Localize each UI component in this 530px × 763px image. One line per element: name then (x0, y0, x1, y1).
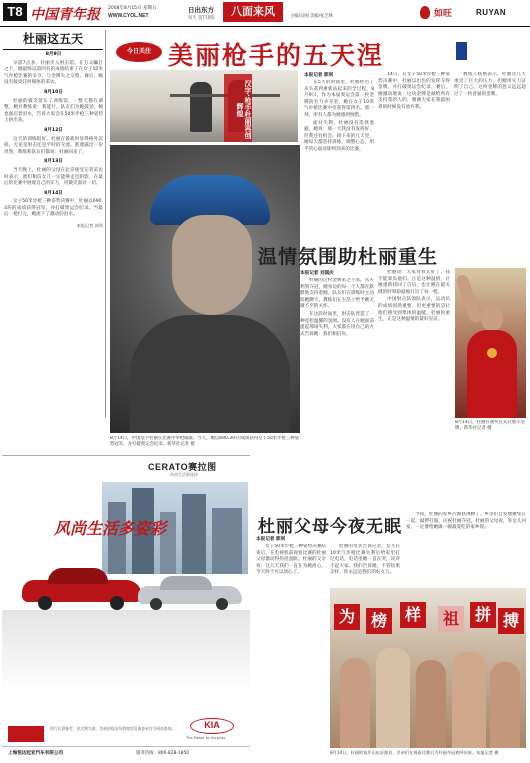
face-shape (172, 215, 252, 315)
sidebar-body (4, 50, 103, 410)
article3-para: 杜丽的母亲告诉记者，女儿在10米气步枪比赛失利后给家里打过电话，电话里她一直在哭，说对不起大家。我们告诉她，不管结果怎样，你永远是我们的好女儿。 (330, 544, 400, 576)
entry-text: 当天晚上，杜丽的父母在北京接受记者采访时表示，他们相信女儿一定能够走出阴影，在最后的比赛中展现自己的实力，用微笑面对一切。 (4, 167, 103, 187)
article1-para: 在5天的时间里，杜丽经历了从失落到重新站起来的全过程。8月9日，作为本届奥运会第一枚金牌的有力争夺者，她在女子10米气步枪比赛中仅获得第四名。那一刻，所有人都为她感到惋惜。 (304, 80, 374, 118)
article3-para: 女子50米步枪三种姿势决赛结束后，在电视机前观看比赛的杜丽父母激动得热泪盈眶。杜丽的父亲说：这几天我们一直在为她担心，今天终于可以放心了。 (256, 544, 326, 576)
red-jacket-shape (467, 330, 517, 418)
entry-date: 8月10日 (44, 89, 63, 95)
article2-byline: 本报记者 刘国庆 (300, 271, 334, 276)
entry-date: 8月12日 (44, 127, 63, 133)
banner-char: 样 (400, 602, 426, 628)
crowd-photo (330, 588, 526, 748)
ad-slogan: 风尚生活多姿彩 (54, 519, 167, 538)
headline-end-block (456, 42, 467, 60)
brand-flame-icon (420, 6, 430, 19)
sidebar-entry (4, 52, 103, 87)
article1-kicker (116, 42, 162, 62)
crowd-person (416, 660, 446, 748)
raised-arm-shape (455, 273, 483, 324)
sidebar (3, 30, 106, 418)
kia-logo-text: KIA (204, 720, 220, 730)
article2-para: 在这段时间里，射击队营造了一种宽松温馨的氛围。没有人在她面前提起那场失利，大家都在用自己的方式告诉她：我们相信你。 (300, 311, 374, 337)
ad-small-logo-block (8, 726, 44, 742)
gold-medal-photo (455, 268, 526, 418)
kicker-label: 今日关注 (126, 48, 151, 55)
entry-text: 杜丽的微笑留在了训练馆，一整天都在调整。她对教练说：我能行。队友们为她鼓劲，她也强忍着泪水，告诉大家会在50米步枪三种姿势上拼出来。 (4, 98, 103, 124)
article1-byline: 本报记者 郭剑 (304, 73, 334, 78)
article3-col2 (330, 544, 400, 582)
article1-col3 (454, 72, 526, 240)
crowd-person (452, 652, 486, 748)
banner-char: 为 (334, 604, 360, 630)
ad-car-model: CERATO赛拉图 (148, 462, 217, 472)
article1-col2 (378, 72, 450, 240)
shooter-strip-photo (110, 70, 298, 142)
kia-tagline: The Power to Surprise (186, 736, 226, 740)
sidebar-entry (4, 159, 103, 187)
face-shape (481, 304, 503, 332)
article1-para: 教练王跃舫表示，杜丽这几天承受了巨大的压力，但她用实力证明了自己。这枚金牌的意义远远超过了一枚普通的金牌。 (454, 72, 526, 97)
article1-para: 14日，在女子50米步枪三种姿势决赛中，杜丽以出色的发挥夺得金牌，并打破奥运会纪录。赛后，她激动地说：这块金牌是献给所有支持我的人的，谢谢大家在我最困难的时候没有放弃我。 (378, 72, 450, 110)
article2-para: 杜丽的这枚金牌来之不易。从失利到夺冠，她身边的每一个人都在默默地支持着她。队友们在训练时主动陪她聊天，教练们在生活上给予她无微不至的关怀。 (300, 278, 374, 310)
banner-char: 祖 (438, 606, 464, 632)
crowd-person (490, 662, 520, 748)
column-sub: 每天 第T10版 (188, 16, 215, 21)
entry-text: 女子50米步枪三种姿势决赛中，杜丽以690.3环的成绩获得冠军，并打破奥运会纪录。当最后一枪打完，她流下了激动的泪水。 (4, 199, 103, 218)
ad-dealer: 上海悦达起亚汽车有限公司 (8, 751, 64, 756)
ad-road (2, 610, 250, 694)
issue-date: 2008年8月15日 星期五 (108, 6, 157, 11)
vertical-banner (224, 74, 252, 142)
brand-logo (420, 3, 520, 23)
wheel-icon (110, 596, 124, 610)
crowd-person (376, 648, 410, 748)
ad-hotline: 服务热线：800-828-1850 (136, 751, 190, 756)
kia-logo (190, 718, 234, 734)
article3-col1 (256, 544, 326, 756)
page-header (0, 0, 530, 27)
gold-medal-icon (487, 348, 497, 358)
entry-date: 8月14日 (44, 190, 63, 196)
wheel-icon (216, 598, 228, 610)
entry-text: 早晨7点多，杜丽步入射击馆。在万众瞩目之下，她最终以第四名的成绩结束了在女子10米气步枪比赛的争夺，与金牌失之交臂。赛后，她没有接受任何媒体的采访。 (4, 60, 103, 86)
shoulder-shape (130, 315, 290, 433)
article3-byline: 本报记者 郭剑 (256, 537, 286, 542)
kia-ad (2, 455, 250, 761)
ad-fine-print: 图片仅供参考，以实物为准。咨询热线及经销商信息请登录官方网站查询。 (50, 726, 176, 731)
sidebar-entry (4, 90, 103, 125)
column-label: 日出东方 (188, 6, 214, 14)
car-roof (160, 576, 212, 590)
ad-bottom-bar (2, 746, 250, 760)
article3-col3 (406, 512, 526, 582)
article1-para: 面对失利，杜丽没有选择逃避。她说：那一天我没有发挥好，但我还有机会。接下来的几天里，她每天都坚持训练，调整心态，用平常心面对即将到来的比赛。 (304, 120, 374, 152)
article3-headline: 杜丽父母今夜无眠 (258, 517, 402, 537)
sidebar-title: 杜丽这五天 (3, 30, 103, 50)
article1-headline: 美丽枪手的五天涅 (168, 41, 385, 70)
article2-photo-caption: 8月14日，杜丽在颁奖仪式后展示金牌。新华社记者 摄 (455, 420, 525, 431)
banner-char: 搏 (498, 608, 524, 634)
banner-char: 拼 (470, 602, 496, 628)
red-car-shape (22, 566, 142, 608)
section-title: 八面来风 (223, 2, 283, 22)
brand-cn: 如旺 (434, 9, 453, 19)
page-number: T8 (3, 3, 27, 21)
website: WWW.CYOL.NET (108, 13, 149, 19)
article2-para: 中国射击队领队表示，运动员的成绩固然重要，但更重要的是让他们感受到集体的温暖。杜丽的重生，正是这种温情的最好见证。 (378, 297, 450, 323)
article2-col2 (378, 270, 450, 476)
wheel-icon (38, 596, 52, 610)
sidebar-author: 本报记者 郭剑 (76, 223, 103, 229)
entry-date: 8月9日 (45, 52, 62, 57)
building-shape (182, 494, 206, 574)
article2-para: 杜丽说：大家对我太好了，我不能辜负他们。正是这种温情，让她重新找回了自信，也让她在最关键的时刻稳稳地打出了每一枪。 (378, 270, 450, 295)
crowd-person (340, 658, 370, 748)
article1-photo-caption: 8月14日，中国选手杜丽在比赛中举枪瞄准。当天，她以690.3环的成绩获得女子50米步枪三种姿势冠军，并打破奥运会纪录。新华社记者 摄 (110, 436, 299, 447)
sidebar-entry (4, 128, 103, 156)
crowd-banner (330, 600, 526, 640)
vertical-banner-text: 汉字·枪手杜丽再创辉煌 (236, 80, 252, 139)
article3-para: 今夜，杜丽的家乡沂源县沸腾了。乡亲们自发地聚集在一起，敲锣打鼓，庆祝杜丽夺冠。杜丽的父母说，等女儿回家，一定要给她做一顿最爱吃的家乡饭。 (406, 512, 526, 531)
entry-text: 这天的训练很好。杜丽在备战时显得格外沉稳，无论是射击还是平时的交流，都透露出一份坦然，教练和队友们都说：杜丽回来了。 (4, 136, 103, 155)
paper-name: 中国青年报 (30, 7, 100, 23)
ad-car-model-sub: 风尚生活新选择 (170, 472, 198, 477)
silver-car-shape (138, 574, 242, 610)
brand-en: RUYAN (476, 8, 507, 17)
building-shape (212, 508, 242, 574)
main-shooter-photo (110, 145, 300, 433)
article2-col1 (300, 278, 374, 476)
article1-col1 (304, 80, 374, 240)
entry-date: 8月13日 (44, 159, 63, 165)
editor-line: 主编/吴刚 美编/张艺林 (290, 14, 333, 19)
article3-photo-caption: 8月14日，杜丽的家乡山东沂源县，乡亲们在观看比赛后为杜丽夺冠欢呼庆祝。本报记者 摄 (330, 750, 499, 755)
sidebar-entry (4, 191, 103, 219)
wheel-icon (150, 598, 162, 610)
article2-headline: 温情氛围助杜丽重生 (258, 246, 439, 268)
banner-char: 榜 (366, 608, 392, 634)
car-roof (48, 568, 108, 584)
shooter-silhouette-1 (190, 82, 212, 132)
